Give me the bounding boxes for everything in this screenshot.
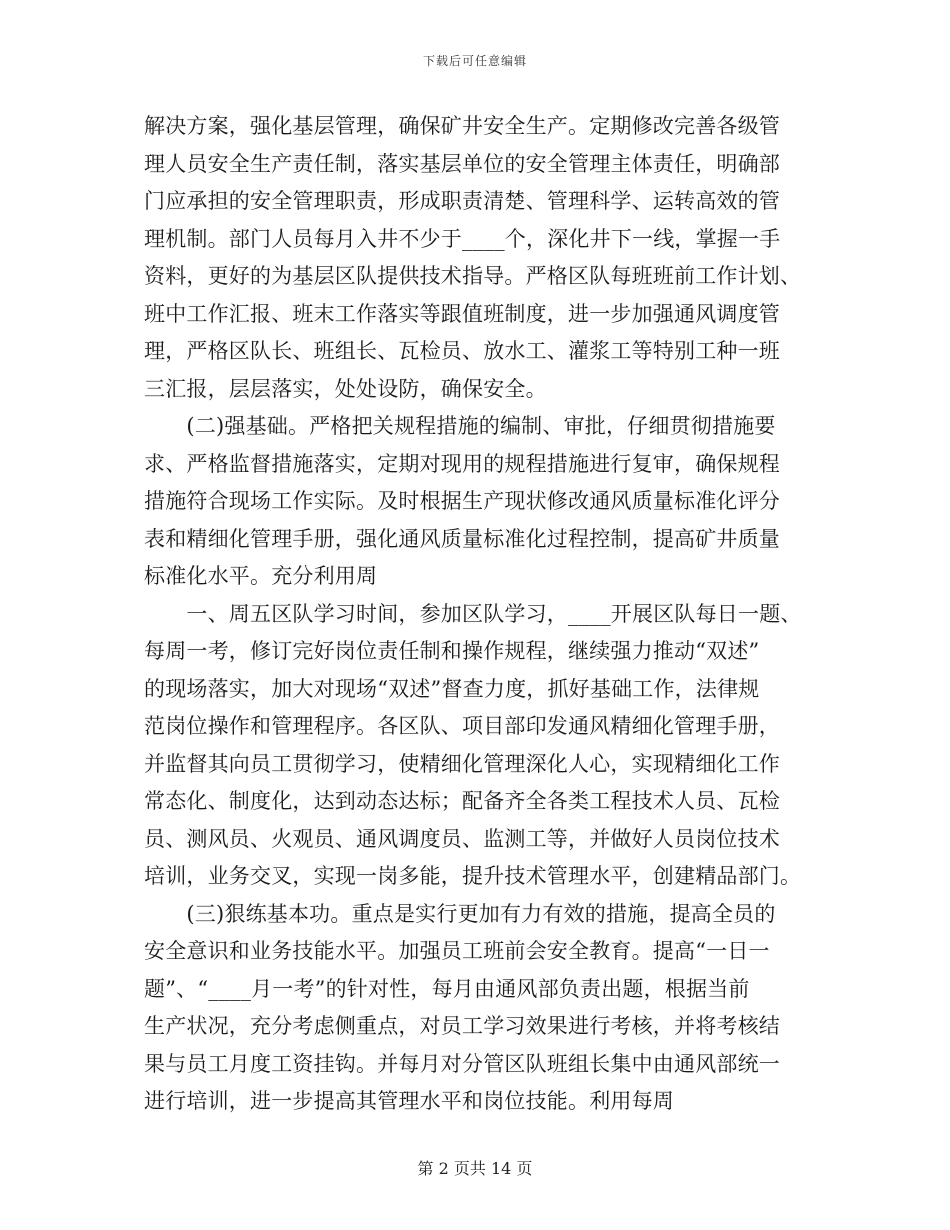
text-line: 标准化水平。充分利用周 bbox=[144, 564, 378, 588]
text-line: 理机制。部门人员每月入井不少于____个，深化井下一线，掌握一手 bbox=[144, 226, 781, 251]
text-line: 资料，更好的为基层区队提供技术指导。严格区队每班班前工作计划、 bbox=[144, 264, 802, 288]
text-line: 一、周五区队学习时间，参加区队学习，____开展区队每日一题、 bbox=[144, 601, 802, 626]
text-line: 理，严格区队长、班组长、瓦检员、放水工、灌浆工等特别工种一班 bbox=[144, 339, 780, 363]
document-body bbox=[144, 108, 804, 1121]
text-line: 进行培训，进一步提高其管理水平和岗位技能。利用每周 bbox=[144, 1089, 674, 1113]
text-line: 的现场落实，加大对现场“双述”督查力度，抓好基础工作，法律规 bbox=[144, 676, 760, 701]
text-line: (二)强基础。严格把关规程措施的编制、审批，仔细贯彻措施要 bbox=[144, 414, 776, 438]
text-line: 每周一考，修订完好岗位责任制和操作规程，继续强力推动“双述” bbox=[144, 639, 760, 663]
text-line: 员、测风员、火观员、通风调度员、监测工等，并做好人员岗位技术 bbox=[144, 826, 780, 851]
text-line: 范岗位操作和管理程序。各区队、项目部印发通风精细化管理手册， bbox=[144, 714, 780, 738]
page-number: 第 2 页共 14 页 bbox=[417, 1159, 533, 1178]
text-line: (三)狠练基本功。重点是实行更加有力有效的措施，提高全员的 bbox=[144, 901, 776, 926]
text-line: 解决方案，强化基层管理，确保矿井安全生产。定期修改完善各级管 bbox=[144, 114, 780, 138]
text-line: 安全意识和业务技能水平。加强员工班前会安全教育。提高“一日一 bbox=[144, 939, 770, 963]
text-line: 题”、“____月一考”的针对性，每月由通风部负责出题，根据当前 bbox=[144, 976, 750, 1001]
text-line: 生产状况，充分考虑侧重点，对员工学习效果进行考核，并将考核结 bbox=[144, 1014, 780, 1038]
text-line: 并监督其向员工贯彻学习，使精细化管理深化人心，实现精细化工作 bbox=[144, 751, 780, 776]
text-line: 常态化、制度化，达到动态达标；配备齐全各类工程技术人员、瓦检 bbox=[144, 789, 780, 813]
text-line: 门应承担的安全管理职责，形成职责清楚、管理科学、运转高效的管 bbox=[144, 189, 780, 213]
text-line: 表和精细化管理手册，强化通风质量标准化过程控制，提高矿井质量 bbox=[144, 526, 780, 551]
text-line: 求、严格监督措施落实，定期对现用的规程措施进行复审，确保规程 bbox=[144, 451, 780, 476]
text-line: 三汇报，层层落实，处处设防，确保安全。 bbox=[144, 376, 547, 401]
text-line: 果与员工月度工资挂钩。并每月对分管区队班组长集中由通风部统一 bbox=[144, 1051, 780, 1076]
page-header: 下载后可任意编辑 bbox=[422, 54, 527, 68]
text-line: 培训，业务交叉，实现一岗多能，提升技术管理水平，创建精品部门。 bbox=[144, 864, 802, 888]
text-line: 班中工作汇报、班末工作落实等跟值班制度，进一步加强通风调度管 bbox=[144, 301, 780, 326]
text-line: 理人员安全生产责任制，落实基层单位的安全管理主体责任，明确部 bbox=[144, 151, 780, 176]
text-line: 措施符合现场工作实际。及时根据生产现状修改通风质量标准化评分 bbox=[144, 489, 780, 513]
